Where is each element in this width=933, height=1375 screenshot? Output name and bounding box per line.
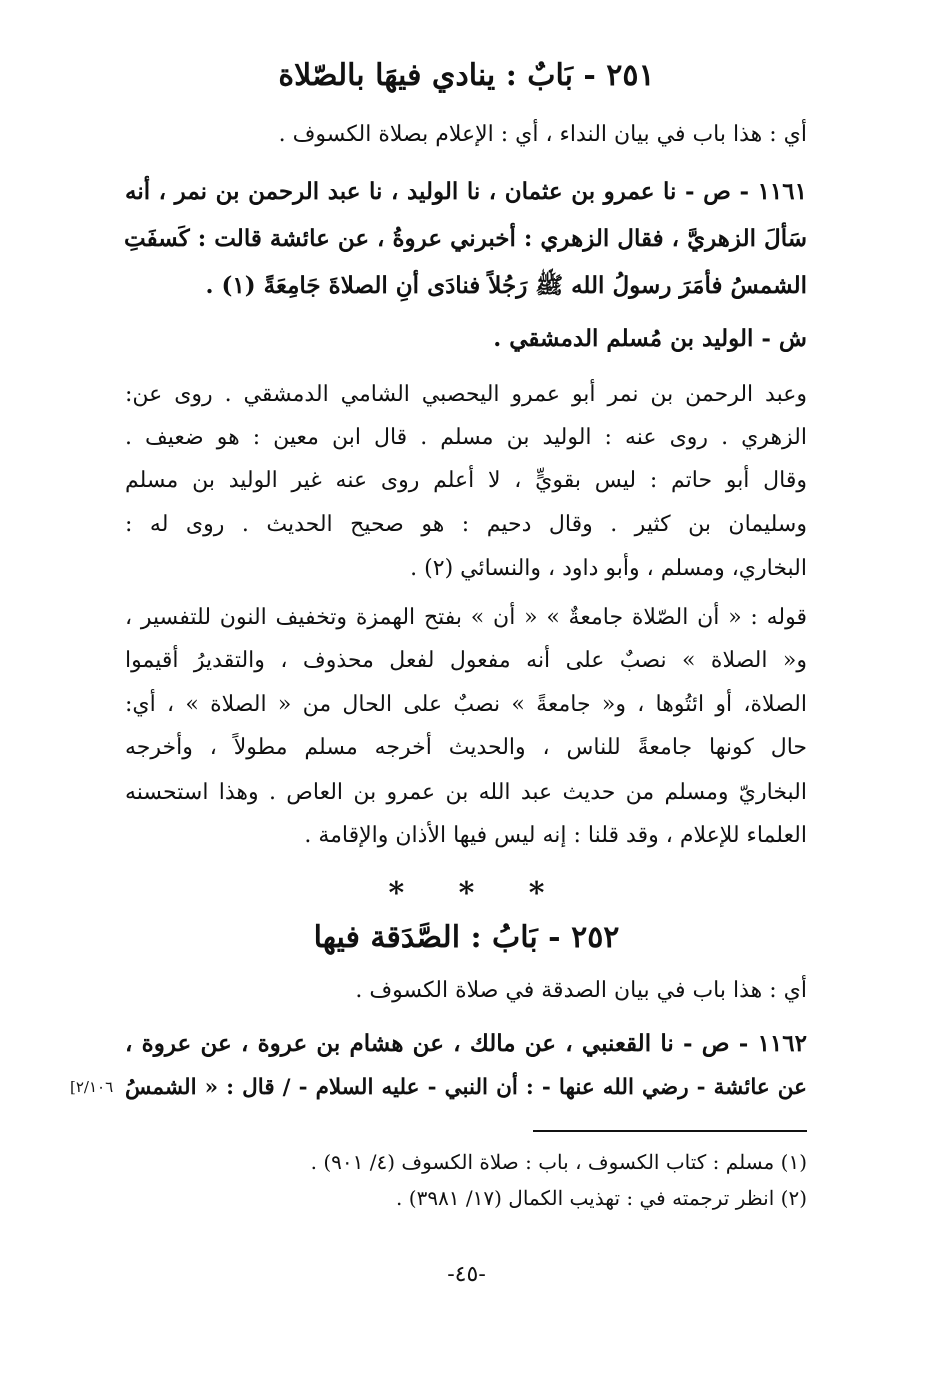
grammar-para-line-4: حال كونها جامعةً للناس ، والحديث أخرجه مسلم مطولاً ، وأخرجه [125,735,807,760]
grammar-para-line-3: الصلاة، أو ائتُوها ، و« جامعةً » نصبٌ على الحال من « الصلاة » ، أي: [125,692,807,717]
grammar-para-line-6: العلماء للإعلام ، وقد قلنا : إنه ليس فيها الأذان والإقامة . [304,823,807,848]
grammar-para-line-1: قوله : « أن الصّلاة جامعةٌ » « أن » بفتح الهمزة وتخفيف النون للتفسير ، [125,605,807,630]
chapter-252-intro: أي : هذا باب في بيان الصدقة في صلاة الكسوف . [355,978,807,1003]
grammar-para-line-2: و« الصلاة » نصبٌ على أنه مفعول لفعل محذوف ، والتقديرُ أقيموا [125,648,807,673]
narrator-para-line-4: وسليمان بن كثير . وقال دحيم : هو صحيح الحديث . روى له : [125,512,807,537]
hadith-1161-line-2: سَألَ الزهريَّ ، فقال الزهري : أخبرني عروةُ ، عن عائشة قالت : كَسفَتِ [124,225,807,252]
hadith-1162-line-2: عن عائشة - رضي الله عنها - : أن النبي - عليه السلام - / قال : « الشمسُ [125,1075,807,1100]
footnote-divider [533,1130,807,1132]
chapter-251-heading: ٢٥١ - بَابٌ : ينادي فيهَا بالصّلاة [278,58,655,93]
narrator-para-line-3: وقال أبو حاتم : ليس بقويٍّ ، لا أعلم روى عنه غير الوليد بن مسلم [125,468,807,493]
page-number: -٤٥- [447,1262,486,1287]
grammar-para-line-5: البخاريّ ومسلم من حديث عبد الله بن عمرو بن العاص . وهذا استحسنه [125,780,807,805]
sharh-1161: ش - الوليد بن مُسلم الدمشقي . [493,325,807,352]
footnote-1: (١) مسلم : كتاب الكسوف ، باب : صلاة الكسوف (٤/ ٩٠١) . [310,1150,807,1174]
separator-star: * [388,876,405,911]
narrator-para-line-5: البخاري، ومسلم ، وأبو داود ، والنسائي (٢) . [410,556,807,581]
hadith-1161-line-1: ١١٦١ - ص - نا عمرو بن عثمان ، نا الوليد ، نا عبد الرحمن بن نمر ، أنه [125,178,807,205]
footnote-2: (٢) انظر ترجمته في : تهذيب الكمال (١٧/ ٣٩٨١) . [396,1186,807,1210]
section-separator [0,876,933,911]
chapter-251-intro: أي : هذا باب في بيان النداء ، أي : الإعلام بصلاة الكسوف . [278,122,807,147]
margin-reference: [٢/١٠٦ [70,1078,114,1096]
separator-star: * [528,876,545,911]
separator-star: * [458,876,475,911]
hadith-1162-line-1: ١١٦٢ - ص - نا القعنبي ، عن مالك ، عن هشام بن عروة ، عن عروة ، [125,1030,807,1057]
chapter-252-heading: ٢٥٢ - بَابُ : الصَّدَقة فيها [313,920,620,955]
narrator-para-line-2: الزهري . روى عنه : الوليد بن مسلم . قال ابن معين : هو ضعيف . [125,425,807,450]
hadith-1161-line-3: الشمسُ فأمَرَ رسولُ الله ﷺ رَجُلاً فنادَى أنِ الصلاةَ جَامِعَةً (١) . [205,272,807,299]
narrator-para-line-1: وعبد الرحمن بن نمر أبو عمرو اليحصبي الشامي الدمشقي . روى عن: [125,382,807,407]
